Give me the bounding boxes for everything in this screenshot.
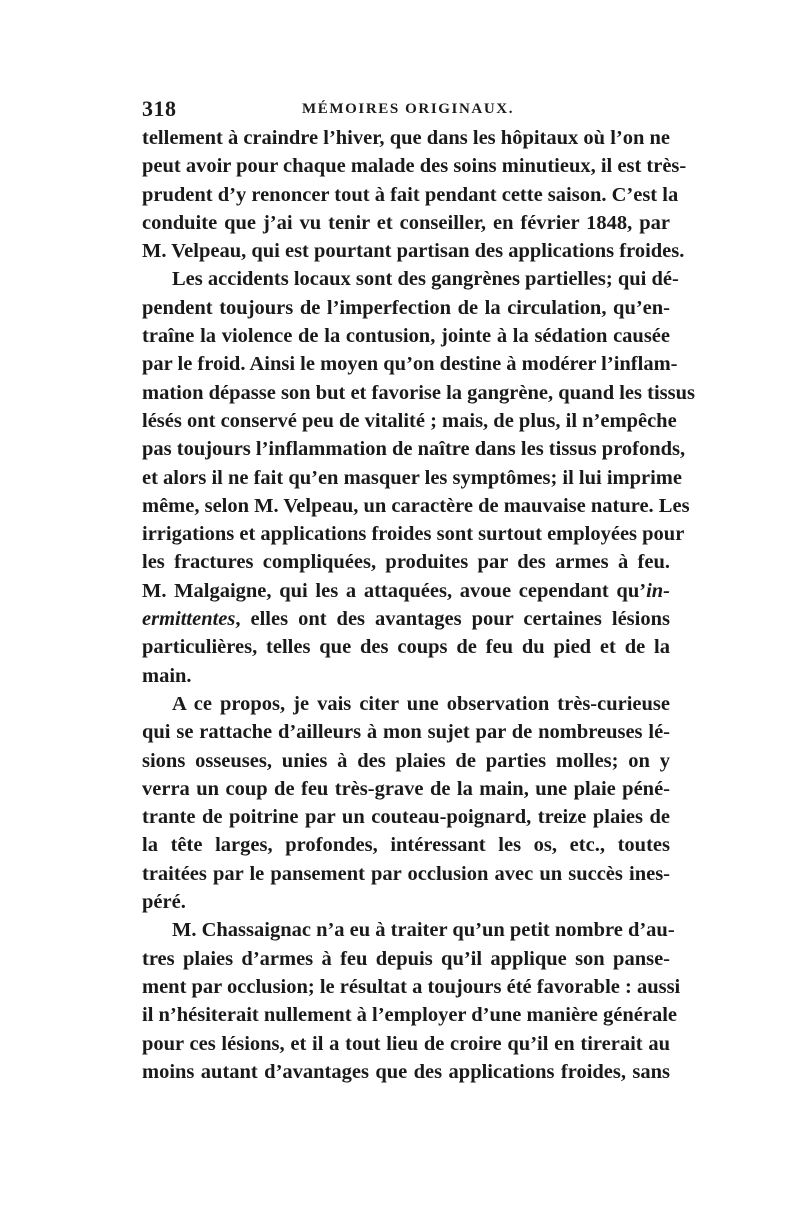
text-line: qui se rattache d’ailleurs à mon sujet par de nombreuses lé-: [142, 721, 670, 744]
text-line: péré.: [142, 891, 186, 914]
text-line: il n’hésiterait nullement à l’employer d’une manière générale: [142, 1004, 678, 1027]
text-line: trante de poitrine par un couteau-poignard, treize plaies de: [142, 806, 670, 829]
text-line: ermittentes, elles ont des avantages pour certaines lésions: [142, 608, 670, 631]
text-line: particulières, telles que des coups de feu du pied et de la: [142, 636, 670, 659]
italic-term: ermittentes: [142, 608, 236, 631]
text-line: verra un coup de feu très-grave de la main, une plaie péné-: [142, 777, 670, 800]
paragraph: [142, 265, 695, 689]
text-line: M. Chassaignac n’a eu à traiter qu’un petit nombre d’au-: [172, 919, 675, 942]
paragraph: [142, 124, 687, 265]
text-line: traîne la violence de la contusion, jointe à la sédation causée: [142, 325, 670, 348]
text-line: peut avoir pour chaque malade des soins minutieux, il est très-: [142, 155, 687, 178]
paragraph: [142, 916, 681, 1086]
paragraph: [142, 690, 670, 916]
text-line: mation dépasse son but et favorise la gangrène, quand les tissus: [142, 381, 695, 404]
text-line: ment par occlusion; le résultat a toujours été favorable : aussi: [142, 975, 681, 998]
text-line: pour ces lésions, et il a tout lieu de croire qu’il en tirerait au: [142, 1032, 670, 1055]
text-line: lésés ont conservé peu de vitalité ; mais, de plus, il n’empêche: [142, 409, 677, 432]
text-line: la tête larges, profondes, intéressant les os, etc., toutes: [142, 834, 670, 857]
text-line: sions osseuses, unies à des plaies de parties molles; on y: [142, 749, 670, 772]
text-line: pendent toujours de l’imperfection de la circulation, qu’en-: [142, 296, 670, 319]
text-line: prudent d’y renoncer tout à fait pendant cette saison. C’est la: [142, 183, 679, 206]
text-line: main.: [142, 664, 192, 687]
text-line: tellement à craindre l’hiver, que dans les hôpitaux où l’on ne: [142, 127, 670, 149]
text-line: traitées par le pansement par occlusion avec un succès ines-: [142, 862, 670, 885]
text-line: moins autant d’avantages que des applications froides, sans: [142, 1060, 670, 1083]
text-line: même, selon M. Velpeau, un caractère de mauvaise nature. Les: [142, 494, 690, 517]
text-line: et alors il ne fait qu’en masquer les symptômes; il lui imprime: [142, 466, 682, 489]
text-line: M. Malgaigne, qui les a attaquées, avoue cependant qu’in-: [142, 579, 670, 602]
text-line: tres plaies d’armes à feu depuis qu’il applique son panse-: [142, 947, 670, 970]
text-line: A ce propos, je vais citer une observation très-curieuse: [172, 692, 670, 715]
text-line: pas toujours l’inflammation de naître dans les tissus profonds,: [142, 438, 686, 461]
text-line: Les accidents locaux sont des gangrènes partielles; qui dé-: [172, 268, 679, 291]
text-line: M. Velpeau, qui est pourtant partisan des applications froides.: [142, 240, 685, 263]
page-header: [142, 96, 662, 124]
body-text: [142, 124, 695, 1086]
text-line: irrigations et applications froides sont surtout employées pour: [142, 523, 685, 546]
text-line: les fractures compliquées, produites par des armes à feu.: [142, 551, 670, 574]
page-number: 318: [142, 96, 177, 121]
text-line: par le froid. Ainsi le moyen qu’on destine à modérer l’inflam-: [142, 353, 678, 376]
italic-term: in-: [646, 579, 670, 602]
text-line: conduite que j’ai vu tenir et conseiller, en février 1848, par: [142, 211, 670, 234]
running-head: MÉMOIRES ORIGINAUX.: [302, 101, 515, 117]
